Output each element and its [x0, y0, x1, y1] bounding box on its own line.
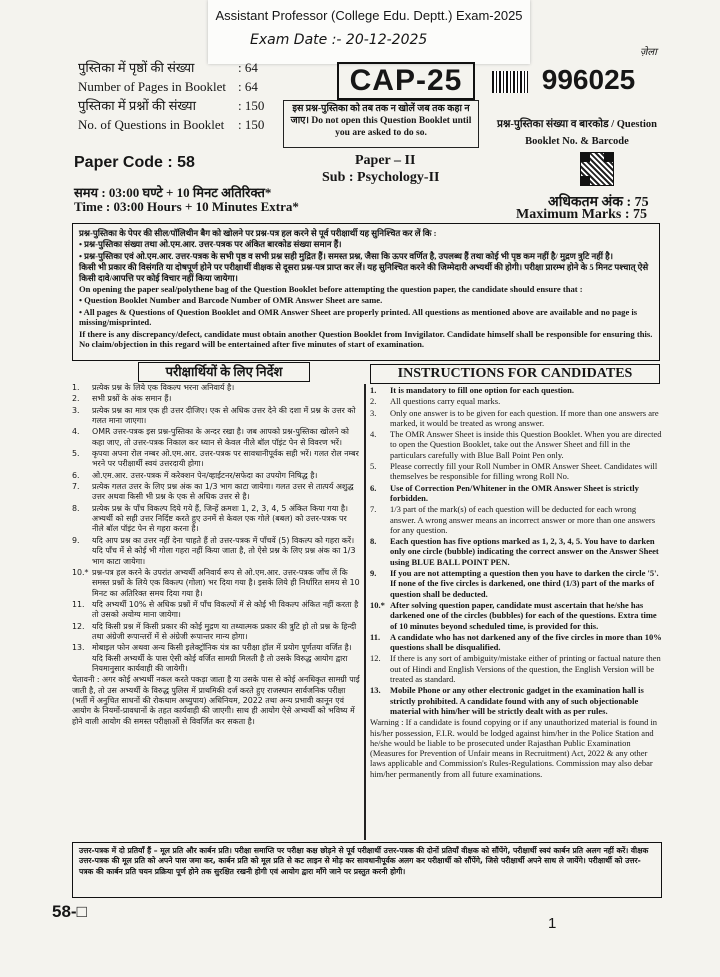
answer-sheet-copy-note: उत्तर-पत्रक में दो प्रतियाँ हैं – मूल प्रति और कार्बन प्रति। परीक्षा समाप्ति पर परीक्षा कक्ष छोड़ने से पूर्व परीक्षार्थी उत्तर-पत्रक की दोनों प्रतियाँ वीक्षक को सौंपेंगे, परीक्षार्थी स्वयं कार्बन प्रति अलग नहीं करें। वीक्षक उत्तर-पत्रक की मूल प्रति को अपने पास जमा कर, कार्बन प्रति को मूल प्रति से कट लाइन से मोड़ कर सावधानीपूर्वक अलग कर परीक्षार्थी को सौंपेंगे, जिसे परीक्षार्थी अपने साथ ले जायेंगे। परीक्षार्थी को उत्तर-पत्रक की कार्बन प्रति चयन प्रक्रिया पूर्ण होने तक सुरक्षित रखनी होगी एवं आयोग द्वारा माँगे जाने पर प्रस्तुत करनी होगी।	[72, 842, 662, 898]
instruction-item	[72, 568, 360, 599]
info-value: : 150	[238, 98, 265, 113]
item-number: 5.	[370, 461, 377, 472]
item-number: 1.	[72, 383, 80, 392]
opening-line: • Question Booklet Number and Barcode Number of OMR Answer Sheet are same.	[79, 295, 383, 306]
item-number: 8.	[370, 536, 377, 547]
item-text: प्रत्येक प्रश्न का मात्र एक ही उत्तर दीजिए। एक से अधिक उत्तर देने की दशा में प्रश्न के उत्तर को गलत माना जाएगा।	[92, 405, 356, 426]
item-text: यदि किसी प्रश्न में किसी प्रकार की कोई मुद्रण या तथ्यात्मक प्रकार की त्रुटि हो तो प्रश्न के हिन्दी तथा अंग्रेजी रूपान्तरों में से अंग्रेजी रूपान्तर मान्य होगा।	[92, 621, 357, 641]
time-english: Time : 03:00 Hours + 10 Minutes Extra*	[74, 199, 299, 214]
item-number: 7.	[72, 482, 80, 492]
info-label: पुस्तिका में पृष्ठों की संख्या	[78, 60, 195, 75]
instruction-item	[370, 653, 662, 684]
booklet-number: 996025	[541, 64, 636, 95]
instruction-item	[72, 536, 360, 567]
booklet-number-row	[492, 64, 635, 96]
item-text: सभी प्रश्नों के अंक समान हैं।	[92, 394, 172, 404]
instruction-item	[72, 600, 360, 621]
item-number: 12.	[370, 653, 381, 664]
corner-note: ज़ेला	[640, 47, 657, 58]
info-value: : 64	[238, 60, 258, 75]
max-marks-english: Maximum Marks : 75	[516, 207, 648, 222]
info-value: : 64	[238, 79, 258, 94]
opening-line: If there is any discrepancy/defect, candidate must obtain another Question Booklet from Invigilator. Candidate himself shall be responsible for ensuring this. No claim/objection in this regard will be entertained after five minutes of start of examination.	[79, 328, 653, 350]
instruction-item	[370, 632, 662, 653]
booklet-number-label: प्रश्न-पुस्तिका संख्या व बारकोड / Question Booklet No. & Barcode	[496, 119, 658, 147]
info-value: : 150	[238, 117, 265, 132]
qr-code-icon	[580, 152, 614, 186]
instruction-item	[72, 394, 360, 404]
item-text: Use of Correction Pen/Whitener in the OMR Answer Sheet is strictly forbidden.	[390, 482, 639, 503]
instruction-item	[72, 504, 360, 535]
page-code: 58-□	[52, 902, 87, 921]
item-text: All questions carry equal marks.	[390, 396, 501, 407]
item-number: 4.	[72, 427, 80, 437]
item-text: Please correctly fill your Roll Number in OMR Answer Sheet. Candidates will themselves be responsible for filling wrong Roll No.	[390, 461, 658, 482]
item-text: The OMR Answer Sheet is inside this Question Booklet. When you are directed to open the Question Booklet, take out the Answer Sheet and fill in the particulars carefully with Blue Ball Point Pen only.	[390, 429, 662, 460]
instruction-item	[72, 427, 360, 448]
item-number: 11.	[370, 631, 381, 642]
item-text: ओ.एम.आर. उत्तर-पत्रक में करेक्शन पेन/व्हाईटनर/सफेदा का उपयोग निषिद्ध है।	[92, 470, 318, 480]
info-label: No. of Questions in Booklet	[78, 117, 225, 132]
instruction-item	[370, 461, 662, 482]
exam-date: Exam Date :- 20-12-2025	[250, 32, 428, 48]
item-number: 8.	[72, 503, 80, 513]
instruction-item	[72, 406, 360, 427]
item-number: 13.	[72, 643, 85, 653]
hindi-instructions	[72, 383, 360, 839]
instruction-item	[370, 600, 662, 631]
item-text: OMR उत्तर-पत्रक इस प्रश्न-पुस्तिका के अन्दर रखा है। जब आपको प्रश्न-पुस्तिका खोलने को कहा जाए, तो उत्तर-पत्रक निकाल कर ध्यान से केवल नीले बॉल पॉइंट पेन से विवरण भरें।	[92, 427, 349, 447]
item-text: If there is any sort of ambiguity/mistake either of printing or factual nature then out of Hindi and English Versions of the question, the English Version will be treated as standard.	[390, 653, 661, 685]
item-text: प्रत्येक प्रश्न के पाँच विकल्प दिये गये हैं, जिन्हें क्रमशः 1, 2, 3, 4, 5 अंकित किया गया है। अभ्यर्थी को सही उत्तर निर्दिष्ट करते हुए उनमें से केवल एक गोले (बबल) को उत्तर-पत्रक पर नीले बॉल पॉइंट पेन से गहरा करना है।	[92, 503, 349, 534]
instruction-item	[72, 643, 360, 674]
item-text: Each question has five options marked as 1, 2, 3, 4, 5. You have to darken only one circle (bubble) indicating the correct answer on the Answer Sheet using BLUE BALL POINT PEN.	[390, 536, 659, 567]
barcode-icon	[492, 71, 528, 93]
item-number: 13.	[370, 685, 381, 696]
item-number: 10.*	[370, 599, 385, 610]
item-text: मोबाइल फोन अथवा अन्य किसी इलेक्ट्रॉनिक यंत्र का परीक्षा हॉल में प्रयोग पूर्णतया वर्जित है। यदि किसी अभ्यर्थी के पास ऐसी कोई वर्जित सामग्री मिलती है तो उसके विरुद्ध आयोग द्वारा नियमानुसार कार्यवाही की जायेगी।	[92, 643, 352, 673]
item-text: Mobile Phone or any other electronic gadget in the examination hall is strictly prohibited. A candidate found with any of such objectionable material with him/her will be strictly dealt with as per rules.	[390, 685, 644, 716]
item-number: 3.	[72, 405, 80, 415]
hindi-heading: परीक्षार्थियों के लिए निर्देश	[138, 362, 310, 382]
column-divider	[364, 384, 366, 840]
item-text: प्रत्येक गलत उत्तर के लिए प्रश्न अंक का 1/3 भाग काटा जायेगा। गलत उत्तर से तात्पर्य अशुद्ध उत्तर अथवा किसी भी प्रश्न के एक से अधिक उत्तर से है।	[92, 482, 354, 502]
item-text: After solving question paper, candidate must ascertain that he/she has darkened one of the circles (bubbles) for each of the questions. Extra time of 10 minutes beyond scheduled time, is provided for this.	[390, 599, 657, 631]
item-number: 10.*	[72, 567, 89, 577]
info-label: Number of Pages in Booklet	[78, 79, 227, 94]
opening-line: किसी भी प्रकार की विसंगति या दोषपूर्ण होने पर परीक्षार्थी वीक्षक से दूसरा प्रश्न-पत्र प्राप्त कर लें। यह सुनिश्चित करने की जिम्मेदारी अभ्यर्थी की होगी। परीक्षा प्रारम्भ होने के 5 मिनट पश्चात् ऐसे किसी दावे/आपत्ति पर कोई विचार नहीं किया जायेगा।	[79, 262, 649, 283]
max-marks-hindi: अधिकतम अंक : 75	[548, 195, 649, 210]
opening-line: प्रश्न-पुस्तिका के पेपर की सील/पॉलिथीन बैग को खोलने पर प्रश्न-पत्र हल करने से पूर्व परीक्षार्थी यह सुनिश्चित कर लें कि :	[79, 228, 437, 238]
item-number: 7.	[370, 504, 377, 515]
item-text: Only one answer is to be given for each question. If more than one answers are marked, it would be treated as wrong answer.	[390, 407, 659, 428]
opening-instructions-box	[72, 223, 660, 361]
instruction-item	[370, 385, 662, 395]
warning-item	[370, 717, 662, 779]
page-number: 1	[548, 915, 557, 932]
info-row	[78, 58, 278, 77]
booklet-info	[78, 58, 278, 134]
paper-title: Paper – II	[355, 153, 416, 168]
item-number: 6.	[370, 482, 377, 493]
item-number: 9.	[370, 568, 377, 579]
subject: Sub : Psychology-II	[322, 170, 440, 185]
instruction-item	[370, 408, 662, 429]
item-number: 2.	[370, 396, 377, 407]
item-number: 1.	[370, 385, 377, 395]
item-text: कृपया अपना रोल नम्बर ओ.एम.आर. उत्तर-पत्रक पर सावधानीपूर्वक सही भरें। गलत रोल नम्बर भरने पर परीक्षार्थी स्वयं उत्तरदायी होगा।	[92, 449, 359, 469]
item-text: यदि आप प्रश्न का उत्तर नहीं देना चाहते हैं तो उत्तर-पत्रक में पाँचवें (5) विकल्प को गहरा करें। यदि पाँच में से कोई भी गोला गहरा नहीं किया जाता है, तो ऐसे प्रश्न के लिए प्रश्न अंक का 1/3 भाग काटा जायेगा।	[92, 535, 356, 566]
info-row	[78, 77, 278, 96]
time-hindi: समय : 03:00 घण्टे + 10 मिनट अतिरिक्त*	[74, 185, 272, 200]
paper-code: Paper Code : 58	[74, 154, 195, 171]
instruction-item	[72, 622, 360, 643]
item-number: 9.	[72, 535, 80, 545]
instruction-item	[370, 504, 662, 535]
item-number: 11.	[72, 599, 85, 609]
do-not-open-notice: इस प्रश्न-पुस्तिका को तब तक न खोलें जब तक कहा न जाए। Do not open this Question Booklet until you are asked to do so.	[283, 100, 479, 148]
item-text: A candidate who has not darkened any of the five circles in more than 10% questions shall be disqualified.	[390, 631, 662, 653]
instruction-item	[72, 482, 360, 503]
info-label: पुस्तिका में प्रश्नों की संख्या	[78, 98, 196, 113]
instruction-item	[72, 471, 360, 481]
info-row	[78, 115, 278, 134]
cap-code-box: CAP-25	[337, 62, 475, 100]
instruction-item	[370, 536, 662, 567]
item-number: 12.	[72, 621, 85, 631]
item-number: 2.	[72, 394, 80, 404]
instruction-item	[370, 483, 662, 504]
item-number: 3.	[370, 407, 377, 418]
item-text: प्रत्येक प्रश्न के लिये एक विकल्प भरना अनिवार्य है।	[92, 383, 235, 392]
warning-text: Warning : If a candidate is found copying or if any unauthorized material is found in his/her possession, F.I.R. would be lodged against him/her in the Police Station and he/she would be liable to be prosecuted under Rajasthan Public Examination (Measures for Prevention of Unfair means in Recruitment) Act, 2022 & any other laws applicable and Commission's Rules-Regulations. Commission may also debar him/her permanently from all future examinations.	[370, 717, 658, 779]
opening-line: • प्रश्न-पुस्तिका संख्या तथा ओ.एम.आर. उत्तर-पत्रक पर अंकित बारकोड संख्या समान हैं।	[79, 239, 342, 250]
instruction-item	[370, 429, 662, 460]
warning-item	[72, 675, 360, 727]
opening-line: • प्रश्न-पुस्तिका एवं ओ.एम.आर. उत्तर-पत्रक के सभी पृष्ठ व सभी प्रश्न सही मुद्रित हैं। समस्त प्रश्न, जैसा कि ऊपर वर्णित है, उपलब्ध हैं तथा कोई भी पृष्ठ कम नहीं है/ मुद्रण त्रुटि नहीं है।	[79, 250, 613, 261]
warning-text: चेतावनी : अगर कोई अभ्यर्थी नकल करते पकड़ा जाता है या उसके पास से कोई अनधिकृत सामग्री पाई जाती है, तो उस अभ्यर्थी के विरुद्ध पुलिस में प्राथमिकी दर्ज करते हुए राजस्थान सार्वजनिक परीक्षा (भर्ती में अनुचित साधनों की रोकथाम अध्युपाय) अधिनियम, 2022 तथा अन्य प्रभावी कानून एवं आयोग के नियमों-प्रावधानों के तहत कार्यवाही की जाएगी। साथ ही आयोग ऐसे अभ्यर्थी को भविष्य में होने वाली आयोग की समस्त परीक्षाओं से विवर्जित कर सकता है।	[72, 675, 360, 726]
instruction-item	[370, 568, 662, 599]
item-number: 5.	[72, 449, 80, 459]
opening-line: On opening the paper seal/polythene bag of the Question Booklet before attempting the question paper, the candidate should ensure that :	[79, 284, 583, 295]
item-number: 6.	[72, 470, 80, 480]
item-number: 4.	[370, 429, 377, 440]
instruction-item	[72, 383, 360, 393]
item-text: It is mandatory to fill one option for each question.	[390, 385, 575, 395]
instruction-item	[370, 685, 662, 716]
info-row	[78, 96, 278, 115]
item-text: If you are not attempting a question then you have to darken the circle '5'. If none of the five circles is darkened, one third (1/3) part of the marks of question shall be deducted.	[390, 568, 659, 599]
english-heading: INSTRUCTIONS FOR CANDIDATES	[370, 364, 660, 384]
item-text: 1/3 part of the mark(s) of each question will be deducted for each wrong answer. A wrong answer means an incorrect answer or more than one answers for any question.	[390, 504, 656, 535]
opening-line: • All pages & Questions of Question Booklet and OMR Answer Sheet are properly printed. All questions as mentioned above are available and no page is missing/misprinted.	[79, 306, 638, 328]
english-instructions	[370, 385, 662, 841]
instruction-item	[72, 449, 360, 470]
instruction-item	[370, 396, 662, 406]
exam-title: Assistant Professor (College Edu. Deptt.) Exam-2025	[215, 8, 523, 23]
item-text: प्रश्न-पत्र हल करने के उपरांत अभ्यर्थी अनिवार्य रूप से ओ.एम.आर. उत्तर-पत्रक जाँच लें कि समस्त प्रश्नों के लिये एक विकल्प (गोला) भर दिया गया है। इसके लिये ही निर्धारित समय से 10 मिनट का अतिरिक्त समय दिया गया है।	[92, 567, 360, 598]
item-text: यदि अभ्यर्थी 10% से अधिक प्रश्नों में पाँच विकल्पों में से कोई भी विकल्प अंकित नहीं करता है तो उसको अयोग्य माना जायेगा।	[92, 599, 359, 620]
